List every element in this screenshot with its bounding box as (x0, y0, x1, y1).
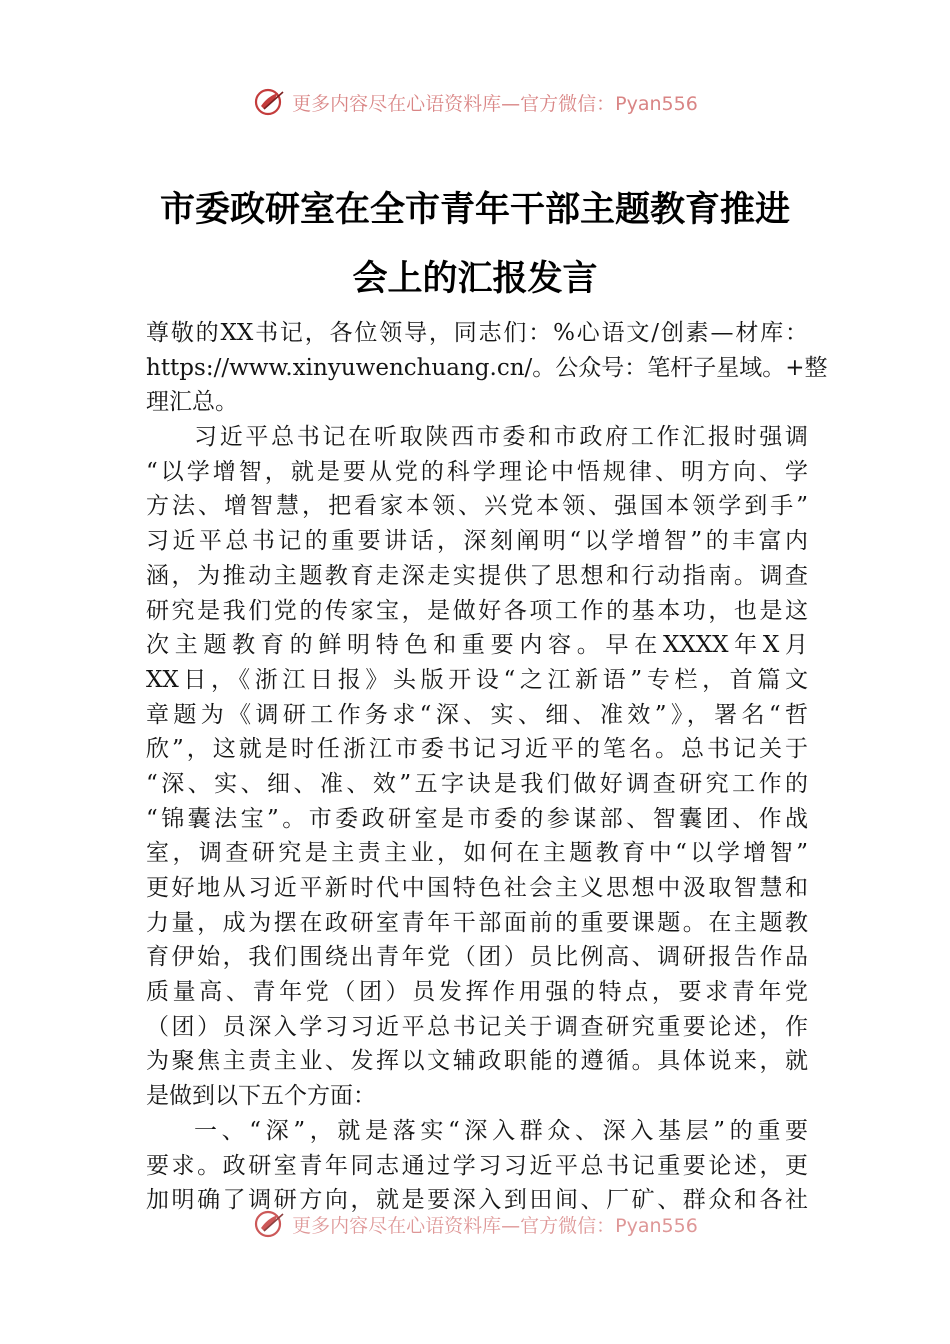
body-line: “锦囊法宝”。市委政研室是市委的参谋部、智囊团、作战 (146, 805, 808, 832)
body-line: XX日，《浙江日报》头版开设“之江新语”专栏，首篇文 (146, 666, 808, 693)
body-line: 力量，成为摆在政研室青年干部面前的重要课题。在主题教 (146, 909, 808, 936)
body-line: 方法、增智慧，把看家本领、兴党本领、强国本领学到手” (146, 493, 808, 520)
body-line: 次主题教育的鲜明特色和重要内容。早在XXXX年X月 (146, 632, 808, 659)
watermark-text: 更多内容尽在心语资料库—官方微信：Pyan556 (292, 92, 698, 115)
body-line: 章题为《调研工作务求“深、实、细、准效”》，署名“哲 (146, 701, 808, 728)
body-line: 理汇总。 (146, 389, 238, 416)
pen-logo-icon (252, 1206, 288, 1242)
body-line: 习近平总书记在听取陕西市委和市政府工作汇报时强调 (194, 424, 808, 451)
body-line: 一、“深”，就是落实“深入群众、深入基层”的重要 (194, 1117, 808, 1144)
body-line: （团）员深入学习习近平总书记关于调查研究重要论述，作 (146, 1013, 808, 1040)
body-line: https://www.xinyuwenchuang.cn/。公众号：笔杆子星域。+整 (146, 354, 828, 381)
pen-logo-icon (252, 84, 288, 120)
body-line: 育伊始，我们围绕出青年党（团）员比例高、调研报告作品 (146, 944, 808, 971)
body-line: 涵，为推动主题教育走深走实提供了思想和行动指南。调查 (146, 562, 808, 589)
watermark-footer (0, 1204, 950, 1244)
body-line: 室，调查研究是主责主业，如何在主题教育中“以学增智” (146, 840, 808, 867)
watermark-text: 更多内容尽在心语资料库—官方微信：Pyan556 (292, 1214, 698, 1237)
body-line: 是做到以下五个方面： (146, 1083, 376, 1110)
body-line: 更好地从习近平新时代中国特色社会主义思想中汲取智慧和 (146, 875, 808, 901)
body-line: 加明确了调研方向，就是要深入到田间、厂矿、群众和各社 (146, 1187, 808, 1214)
document-title-line-1: 市委政研室在全市青年干部主题教育推进 (159, 189, 790, 230)
body-line: 尊敬的XX书记，各位领导，同志们：%心语文/创素—材库： (146, 320, 808, 346)
body-line: “以学增智，就是要从党的科学理论中悟规律、明方向、学 (146, 458, 808, 485)
body-line: 研究是我们党的传家宝，是做好各项工作的基本功，也是这 (146, 597, 808, 624)
body-line: 为聚焦主责主业、发挥以文辅政职能的遵循。具体说来，就 (146, 1048, 808, 1075)
body-line: 质量高、青年党（团）员发挥作用强的特点，要求青年党 (146, 979, 808, 1006)
body-line: 要求。政研室青年同志通过学习习近平总书记重要论述，更 (146, 1152, 808, 1179)
document-body (146, 316, 828, 1218)
body-line: “深、实、细、准、效”五字诀是我们做好调查研究工作的 (146, 770, 808, 797)
document-title-line-2: 会上的汇报发言 (352, 258, 598, 299)
body-line: 习近平总书记的重要讲话，深刻阐明“以学增智”的丰富内 (146, 528, 808, 555)
watermark-header (0, 82, 950, 122)
body-line: 欣”，这就是时任浙江市委书记习近平的笔名。总书记关于 (146, 736, 808, 763)
